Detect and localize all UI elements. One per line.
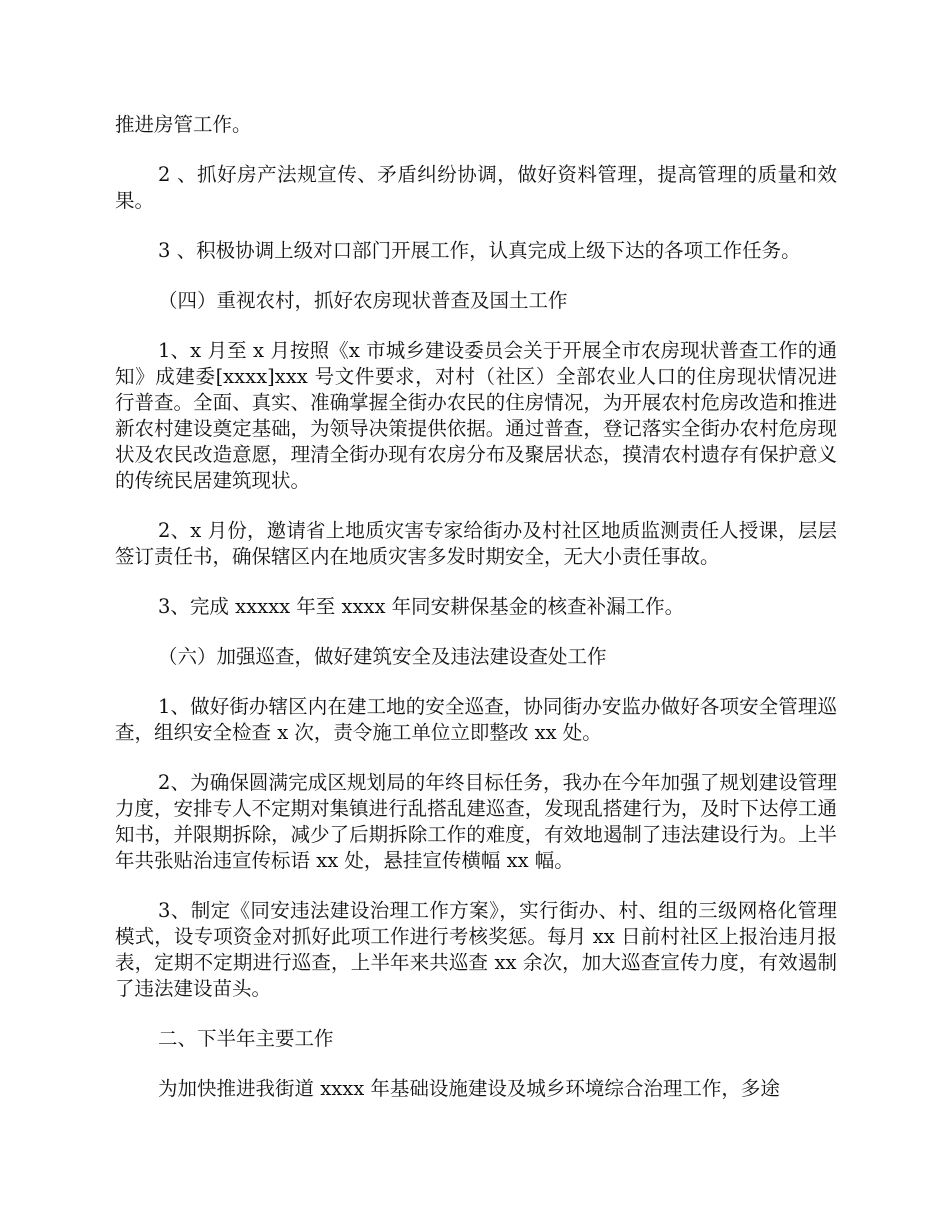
paragraph-item-2-geology-training: 2、x 月份，邀请省上地质灾害专家给街办及村社区地质监测责任人授课，层层签订责任书，确保辖区内在地质灾害多发时期安全，无大小责任事故。 — [115, 519, 837, 568]
section-heading-second-half: 二、下半年主要工作 — [158, 1027, 334, 1050]
document-page — [115, 112, 837, 1126]
paragraph-item-3-fund-check: 3、完成 xxxxx 年至 xxxx 年同安耕保基金的核查补漏工作。 — [158, 595, 685, 618]
section-heading-inspection: （六）加强巡查，做好建筑安全及违法建设查处工作 — [158, 645, 607, 668]
paragraph-item-2-illegal-construction: 2、为确保圆满完成区规划局的年终目标任务，我办在今年加强了规划建设管理力度，安排专人不定期对集镇进行乱搭乱建巡查，发现乱搭建行为，及时下达停工通知书，并限期拆除，减少了后期拆除工作的难度，有效地遏制了违法建设行为。上半年共张贴治违宣传标语 xx 处，悬挂宣传横幅 xx 幅。 — [115, 771, 837, 872]
paragraph-item-3-governance-plan: 3、制定《同安违法建设治理工作方案》，实行街办、村、组的三级网格化管理模式，设专项资金对抓好此项工作进行考核奖惩。每月 xx 日前村社区上报治违月报表，定期不定期进行巡查，上半年来共巡查 xx 余次，加大巡查宣传力度，有效遏制了违法建设苗头。 — [115, 899, 837, 1000]
paragraph-item-1-site-safety: 1、做好街办辖区内在建工地的安全巡查，协同街办安监办做好各项安全管理巡查，组织安全检查 x 次，责令施工单位立即整改 xx 处。 — [115, 695, 837, 744]
paragraph-continuation: 推进房管工作。 — [115, 113, 252, 136]
section-heading-rural-housing: （四）重视农村，抓好农房现状普查及国土工作 — [158, 289, 568, 312]
paragraph-item-2-propaganda: 2 、抓好房产法规宣传、矛盾纠纷协调，做好资料管理，提高管理的质量和效果。 — [115, 163, 837, 212]
paragraph-item-3-coordination: 3 、积极协调上级对口部门开展工作，认真完成上级下达的各项工作任务。 — [158, 239, 801, 262]
paragraph-second-half-intro: 为加快推进我街道 xxxx 年基础设施建设及城乡环境综合治理工作，多途 — [158, 1077, 780, 1100]
paragraph-item-1-housing-survey: 1、x 月至 x 月按照《x 市城乡建设委员会关于开展全市农房现状普查工作的通知》成建委[xxxx]xxx 号文件要求，对村（社区）全部农业人口的住房现状情况进行普查。全面、真实、准确掌握全街办农民的住房情况，为开展农村危房改造和推进新农村建设奠定基础，为领导决策提供依据。通过普查，登记落实全街办农村危房现状及农民改造意愿，理清全街办现有农房分布及聚居状态，摸清农村遗存有保护意义的传统民居建筑现状。 — [115, 339, 837, 492]
